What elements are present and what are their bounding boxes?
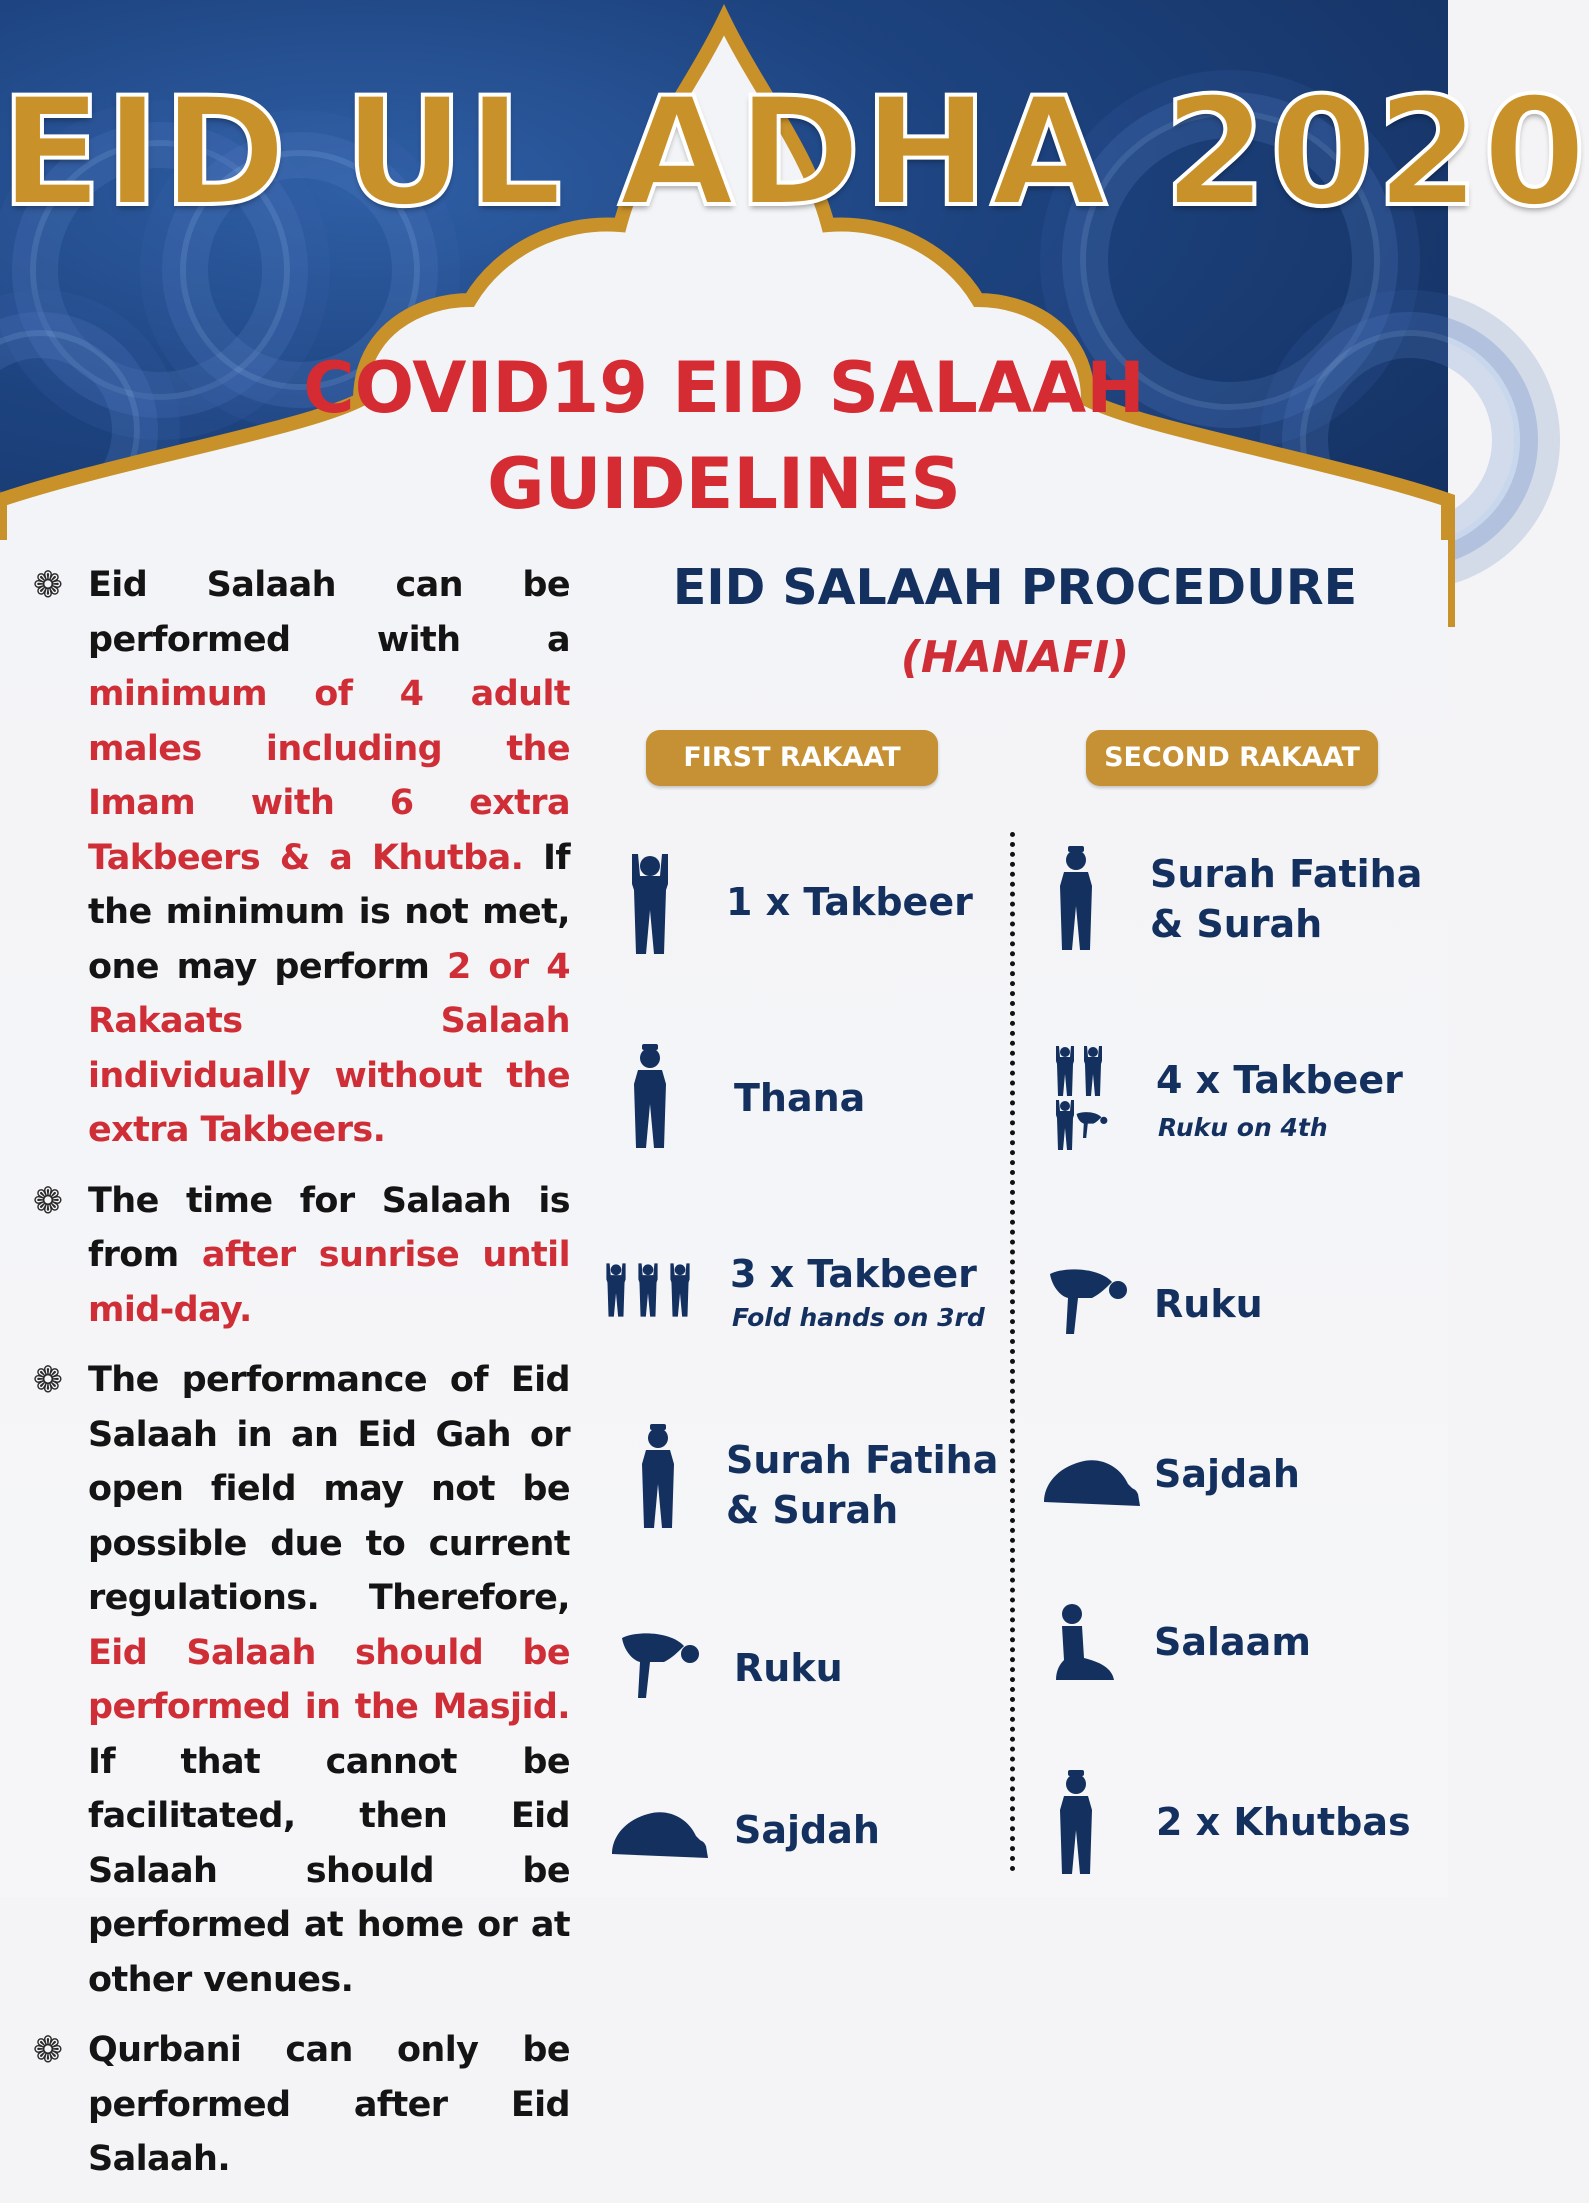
step-note: Ruku on 4th	[1158, 1113, 1328, 1142]
standing-khutba-icon	[1046, 1770, 1106, 1878]
subtitle-line: COVID19 EID SALAAH	[303, 347, 1145, 429]
step-label: 2 x Khutbas	[1156, 1800, 1411, 1844]
step-note: Fold hands on 3rd	[732, 1303, 985, 1332]
step-label: 4 x Takbeer	[1156, 1058, 1403, 1102]
guideline-text	[88, 1174, 570, 1338]
four-takbeer-icon	[1050, 1044, 1110, 1150]
step-label: Salaam	[1154, 1620, 1311, 1664]
step-label: 3 x Takbeer	[730, 1252, 977, 1296]
standing-icon	[620, 1044, 680, 1152]
three-takbeer-icon	[600, 1254, 696, 1326]
step-label: & Surah	[726, 1488, 899, 1532]
second-rakaat-badge: SECOND RAKAAT	[1086, 730, 1378, 786]
subtitle-line: GUIDELINES	[487, 443, 961, 525]
guideline-text	[88, 558, 570, 1158]
column-divider	[1010, 832, 1015, 1872]
main-title: EID UL ADHA 2020	[0, 66, 1589, 240]
guideline-highlight: Eid Salaah should be performed in the Masjid.	[88, 1632, 570, 1727]
guideline-item	[22, 2023, 570, 2187]
step-label: Sajdah	[734, 1808, 880, 1852]
standing-takbeer-icon	[620, 850, 680, 958]
step-label: 1 x Takbeer	[726, 880, 973, 924]
guideline-segment: If that cannot be facilitated, then Eid Salaah should be performed at home or at other venues.	[88, 1741, 570, 2000]
seated-salaam-icon	[1052, 1602, 1118, 1684]
step-label: Surah Fatiha	[1150, 852, 1423, 896]
first-rakaat-badge: FIRST RAKAAT	[646, 730, 938, 786]
step-label: Surah Fatiha	[726, 1438, 999, 1482]
step-label: Ruku	[1154, 1282, 1263, 1326]
standing-icon	[1046, 846, 1106, 954]
standing-icon	[628, 1424, 688, 1532]
step-label: Ruku	[734, 1646, 843, 1690]
guideline-highlight: 2 or 4 Rakaats Salaah individually without the extra Takbeers.	[88, 946, 570, 1150]
guideline-segment: Qurbani can only be performed after Eid Salaah.	[88, 2030, 570, 2179]
ornament-star-icon: ❁	[32, 565, 64, 606]
guideline-segment: If the minimum is not met, one may perform	[88, 837, 570, 987]
step-label: Sajdah	[1154, 1452, 1300, 1496]
ruku-icon	[618, 1628, 702, 1702]
ruku-icon	[1046, 1264, 1130, 1338]
guideline-item	[22, 1174, 570, 1338]
ornament-star-icon: ❁	[32, 1180, 64, 1222]
guideline-segment: The time for Salaah is from	[88, 1180, 570, 1275]
guideline-segment: Eid Salaah can be performed with a	[88, 565, 570, 660]
guidelines-list	[22, 558, 570, 2203]
procedure-school: (HANAFI)	[900, 632, 1130, 683]
step-label: & Surah	[1150, 902, 1323, 946]
guideline-highlight: after sunrise until mid-day.	[88, 1235, 570, 1330]
ornament-star-icon: ❁	[32, 2030, 64, 2071]
guideline-text	[88, 2023, 570, 2187]
guideline-text	[88, 1353, 570, 2007]
subtitle	[0, 340, 1448, 532]
ornament-star-icon: ❁	[32, 1360, 64, 1401]
guideline-highlight: minimum of 4 adult males including the Imam with 6 extra Takbeers & a Khutba.	[88, 674, 570, 878]
sajdah-icon	[608, 1796, 712, 1862]
step-label: Thana	[734, 1076, 866, 1120]
sajdah-icon	[1040, 1444, 1144, 1510]
guideline-item	[22, 1353, 570, 2007]
guideline-item	[22, 558, 570, 1158]
procedure-title: EID SALAAH PROCEDURE	[672, 559, 1358, 616]
guideline-segment: The performance of Eid Salaah in an Eid Gah or open field may not be possible due to current regulations. Therefore,	[88, 1360, 570, 1618]
